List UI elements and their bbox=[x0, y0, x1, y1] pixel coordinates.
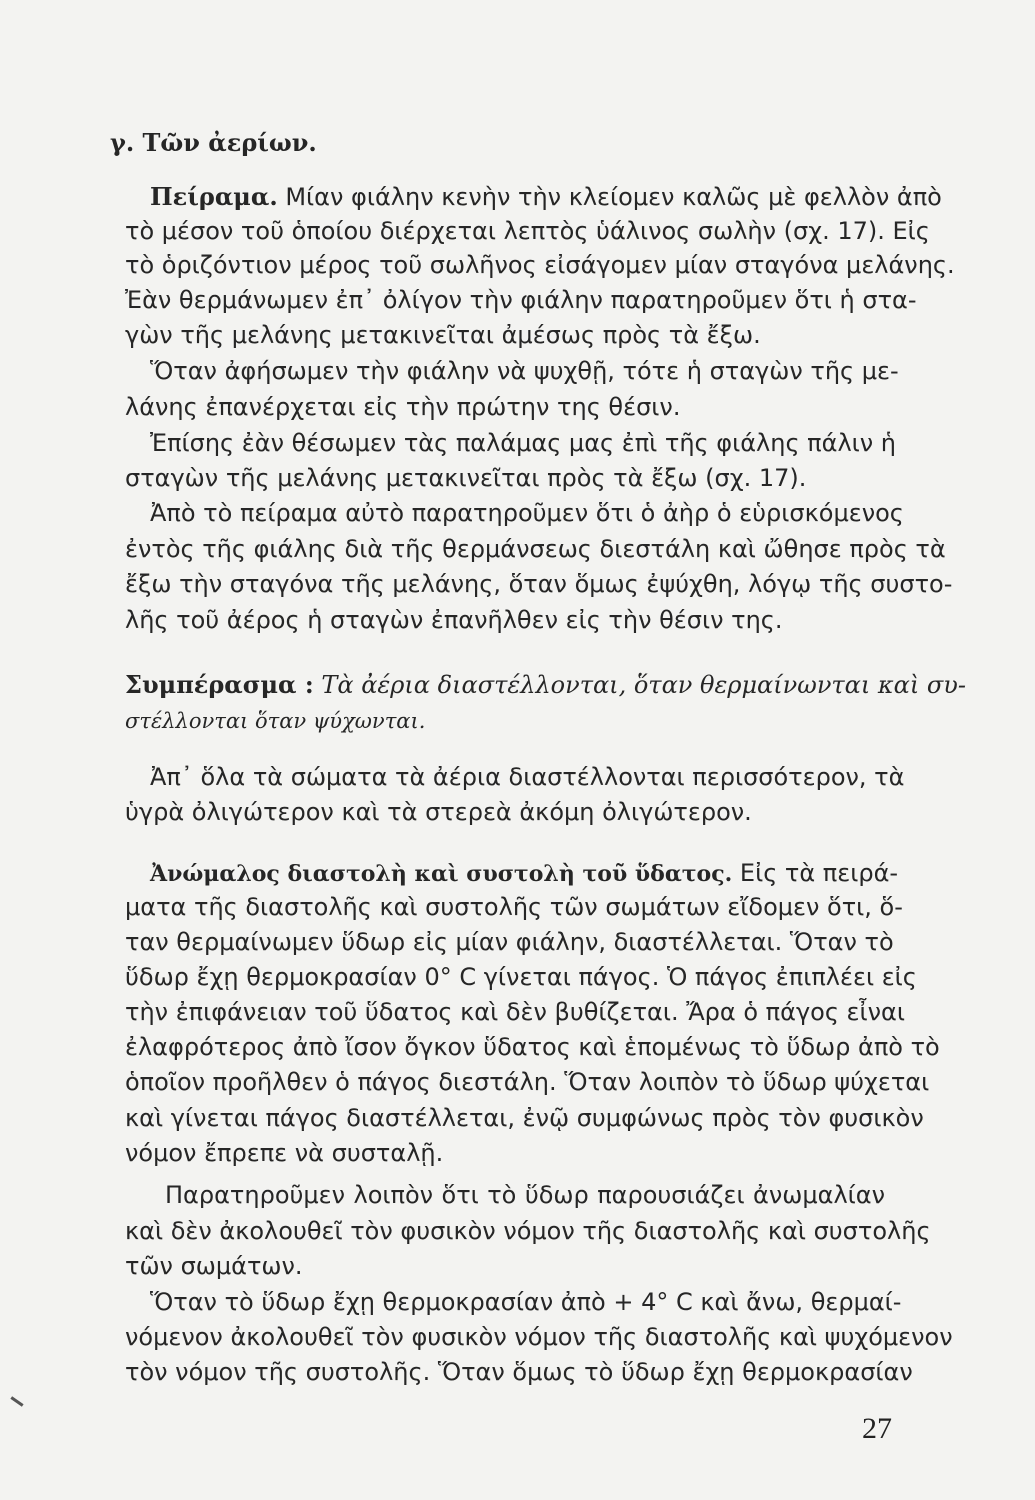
text-line: τῶν σωμάτων. bbox=[125, 1252, 303, 1280]
experiment-label: Πείραμα. bbox=[150, 182, 278, 211]
text-line: Παρατηροῦμεν λοιπὸν ὅτι τὸ ὕδωρ παρουσιάζει ἀνωμαλίαν bbox=[165, 1181, 885, 1209]
conclusion-line: Συμπέρασμα : Τὰ ἀέρια διαστέλλονται, ὅταν θερμαίνωνται καὶ συ- bbox=[125, 670, 966, 699]
text-line: νόμον ἔπρεπε νὰ συσταλῇ. bbox=[125, 1139, 444, 1167]
text-line: ἐλαφρότερος ἀπὸ ἴσον ὄγκον ὕδατος καὶ ἑπομένως τὸ ὕδωρ ἀπὸ τὸ bbox=[125, 1033, 940, 1061]
text-line: ὑγρὰ ὀλιγώτερον καὶ τὰ στερεὰ ἀκόμη ὀλιγώτερον. bbox=[125, 798, 752, 826]
text-line: Ὅταν τὸ ὕδωρ ἔχῃ θερμοκρασίαν ἀπὸ + 4° C καὶ ἄνω, θερμαί- bbox=[150, 1288, 902, 1316]
text-line: ὁποῖον προῆλθεν ὁ πάγος διεστάλη. Ὅταν λοιπὸν τὸ ὕδωρ ψύχεται bbox=[125, 1068, 930, 1096]
text-line: λάνης ἐπανέρχεται εἰς τὴν πρώτην της θέσιν. bbox=[125, 393, 681, 421]
text-line: ἐντὸς τῆς φιάλης διὰ τῆς θερμάνσεως διεστάλη καὶ ὤθησε πρὸς τὰ bbox=[125, 535, 946, 563]
section-heading: γ. Τῶν ἀερίων. bbox=[110, 128, 317, 157]
text-line: Πείραμα. Μίαν φιάλην κενὴν τὴν κλείομεν καλῶς μὲ φελλὸν ἀπὸ bbox=[150, 182, 942, 211]
text-line: τὸ μέσον τοῦ ὁποίου διέρχεται λεπτὸς ὑάλινος σωλὴν (σχ. 17). Εἰς bbox=[125, 217, 930, 245]
text-line: ἔξω τὴν σταγόνα τῆς μελάνης, ὅταν ὅμως ἐψύχθη, λόγῳ τῆς συστο- bbox=[125, 570, 953, 598]
text-line: τὸν νόμον τῆς συστολῆς. Ὅταν ὅμως τὸ ὕδωρ ἔχῃ θερμοκρασίαν bbox=[125, 1358, 913, 1386]
text-line: ὕδωρ ἔχῃ θερμοκρασίαν 0° C γίνεται πάγος. Ὁ πάγος ἐπιπλέει εἰς bbox=[125, 963, 917, 991]
text-line: καὶ δὲν ἀκολουθεῖ τὸν φυσικὸν νόμον τῆς διαστολῆς καὶ συστολῆς bbox=[125, 1217, 931, 1245]
text-line: καὶ γίνεται πάγος διαστέλλεται, ἐνῷ συμφώνως πρὸς τὸν φυσικὸν bbox=[125, 1104, 924, 1132]
conclusion-line: στέλλονται ὅταν ψύχωνται. bbox=[125, 709, 426, 733]
anomaly-label: Ἀνώμαλος διαστολὴ καὶ συστολὴ τοῦ ὕδατος. bbox=[150, 861, 733, 887]
text-line: Ἐὰν θερμάνωμεν ἐπ᾽ ὀλίγον τὴν φιάλην παρατηροῦμεν ὅτι ἡ στα- bbox=[125, 286, 917, 314]
page-number: 27 bbox=[862, 1412, 892, 1445]
text-line: τὴν ἐπιφάνειαν τοῦ ὕδατος καὶ δὲν βυθίζεται. Ἄρα ὁ πάγος εἶναι bbox=[125, 998, 905, 1026]
text-line: Ἀπ᾽ ὅλα τὰ σώματα τὰ ἀέρια διαστέλλονται περισσότερον, τὰ bbox=[150, 763, 905, 791]
text-line: λῆς τοῦ ἀέρος ἡ σταγὼν ἐπανῆλθεν εἰς τὴν θέσιν της. bbox=[125, 606, 783, 634]
conclusion-label: Συμπέρασμα : bbox=[125, 670, 314, 699]
text-line: γὼν τῆς μελάνης μετακινεῖται ἀμέσως πρὸς τὰ ἔξω. bbox=[125, 321, 761, 349]
text-line: νόμενον ἀκολουθεῖ τὸν φυσικὸν νόμον τῆς διαστολῆς καὶ ψυχόμενον bbox=[125, 1323, 953, 1351]
text-line: τὸ ὁριζόντιον μέρος τοῦ σωλῆνος εἰσάγομεν μίαν σταγόνα μελάνης. bbox=[125, 251, 955, 279]
text-line: Ἀνώμαλος διαστολὴ καὶ συστολὴ τοῦ ὕδατος. Εἰς τὰ πειρά- bbox=[150, 859, 899, 887]
text-line: Ἀπὸ τὸ πείραμα αὐτὸ παρατηροῦμεν ὅτι ὁ ἀὴρ ὁ εὑρισκόμενος bbox=[150, 499, 904, 527]
text-line: Ἐπίσης ἐὰν θέσωμεν τὰς παλάμας μας ἐπὶ τῆς φιάλης πάλιν ἡ bbox=[150, 429, 897, 457]
text-line: ταν θερμαίνωμεν ὕδωρ εἰς μίαν φιάλην, διαστέλλεται. Ὅταν τὸ bbox=[125, 928, 894, 956]
scan-mark bbox=[10, 1396, 23, 1406]
text-line: ματα τῆς διαστολῆς καὶ συστολῆς τῶν σωμάτων εἴδομεν ὅτι, ὅ- bbox=[125, 893, 903, 921]
text-line: σταγὼν τῆς μελάνης μετακινεῖται πρὸς τὰ ἔξω (σχ. 17). bbox=[125, 464, 807, 492]
text-line: Ὅταν ἀφήσωμεν τὴν φιάλην νὰ ψυχθῇ, τότε ἡ σταγὼν τῆς με- bbox=[150, 357, 899, 385]
